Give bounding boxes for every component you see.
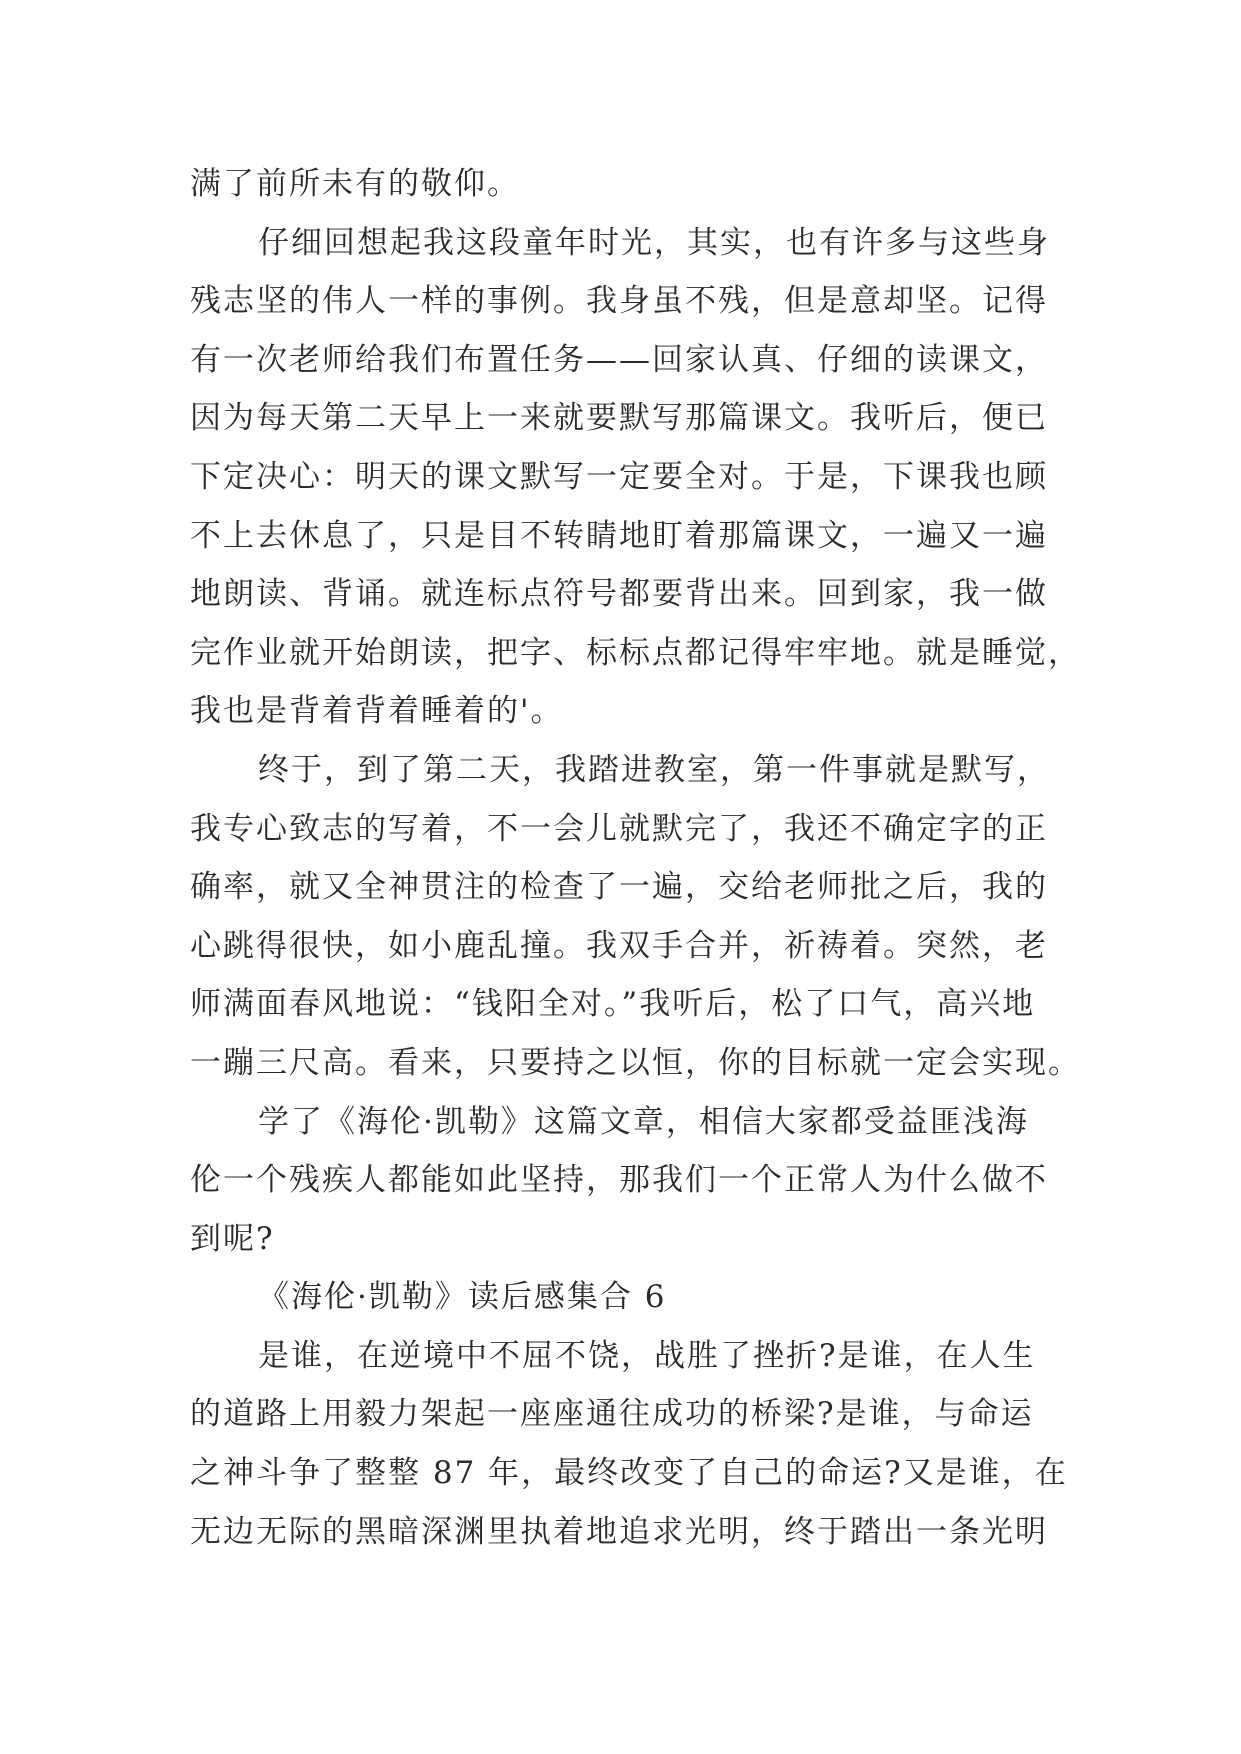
text-line: 心跳得很快，如小鹿乱撞。我双手合并，祈祷着。突然，老	[190, 927, 1048, 964]
text-line: 到呢?	[190, 1220, 275, 1257]
text-line: 一蹦三尺高。看来，只要持之以恒，你的目标就一定会实现。	[190, 1044, 1081, 1081]
text-line: 满了前所未有的敬仰。	[190, 166, 520, 202]
text-line: 伦一个残疾人都能如此坚持，那我们一个正常人为什么做不	[190, 1162, 1048, 1199]
text-line: 地朗读、背诵。就连标点符号都要背出来。回到家，我一做	[190, 576, 1048, 613]
text-line: 师满面春风地说：“钱阳全对。”我听后，松了口气，高兴地	[190, 986, 1036, 1023]
text-line: 不上去休息了，只是目不转睛地盯着那篇课文，一遍又一遍	[190, 517, 1048, 554]
text-line: 残志坚的伟人一样的事例。我身虽不残，但是意却坚。记得	[190, 283, 1048, 320]
text-line: 的道路上用毅力架起一座座通往成功的桥梁?是谁，与命运	[190, 1396, 1034, 1433]
text-line: 学了《海伦·凯勒》这篇文章，相信大家都受益匪浅海	[258, 1103, 1029, 1140]
text-line: 完作业就开始朗读，把字、标标点都记得牢牢地。就是睡觉，	[190, 634, 1081, 671]
document-body	[190, 155, 1081, 1561]
text-line: 之神斗争了整整 87 年，最终改变了自己的命运?又是谁，在	[190, 1455, 1068, 1492]
text-line: 下定决心：明天的课文默写一定要全对。于是，下课我也顾	[190, 458, 1048, 495]
text-line: 我专心致志的写着，不一会儿就默完了，我还不确定字的正	[190, 810, 1048, 847]
text-line: 仔细回想起我这段童年时光，其实，也有许多与这些身	[258, 224, 1050, 261]
text-line: 确率，就又全神贯注的检查了一遍，交给老师批之后，我的	[190, 869, 1048, 906]
text-line: 有一次老师给我们布置任务——回家认真、仔细的读课文，	[190, 341, 1048, 378]
text-line: 因为每天第二天早上一来就要默写那篇课文。我听后，便已	[190, 400, 1048, 437]
text-line: 我也是背着背着睡着的'。	[190, 693, 564, 730]
text-line: 是谁，在逆境中不屈不饶，战胜了挫折?是谁，在人生	[258, 1337, 1036, 1374]
text-line: 无边无际的黑暗深渊里执着地追求光明，终于踏出一条光明	[190, 1513, 1048, 1550]
section-heading: 《海伦·凯勒》读后感集合 6	[258, 1279, 667, 1316]
text-line: 终于，到了第二天，我踏进教室，第一件事就是默写，	[258, 751, 1050, 788]
